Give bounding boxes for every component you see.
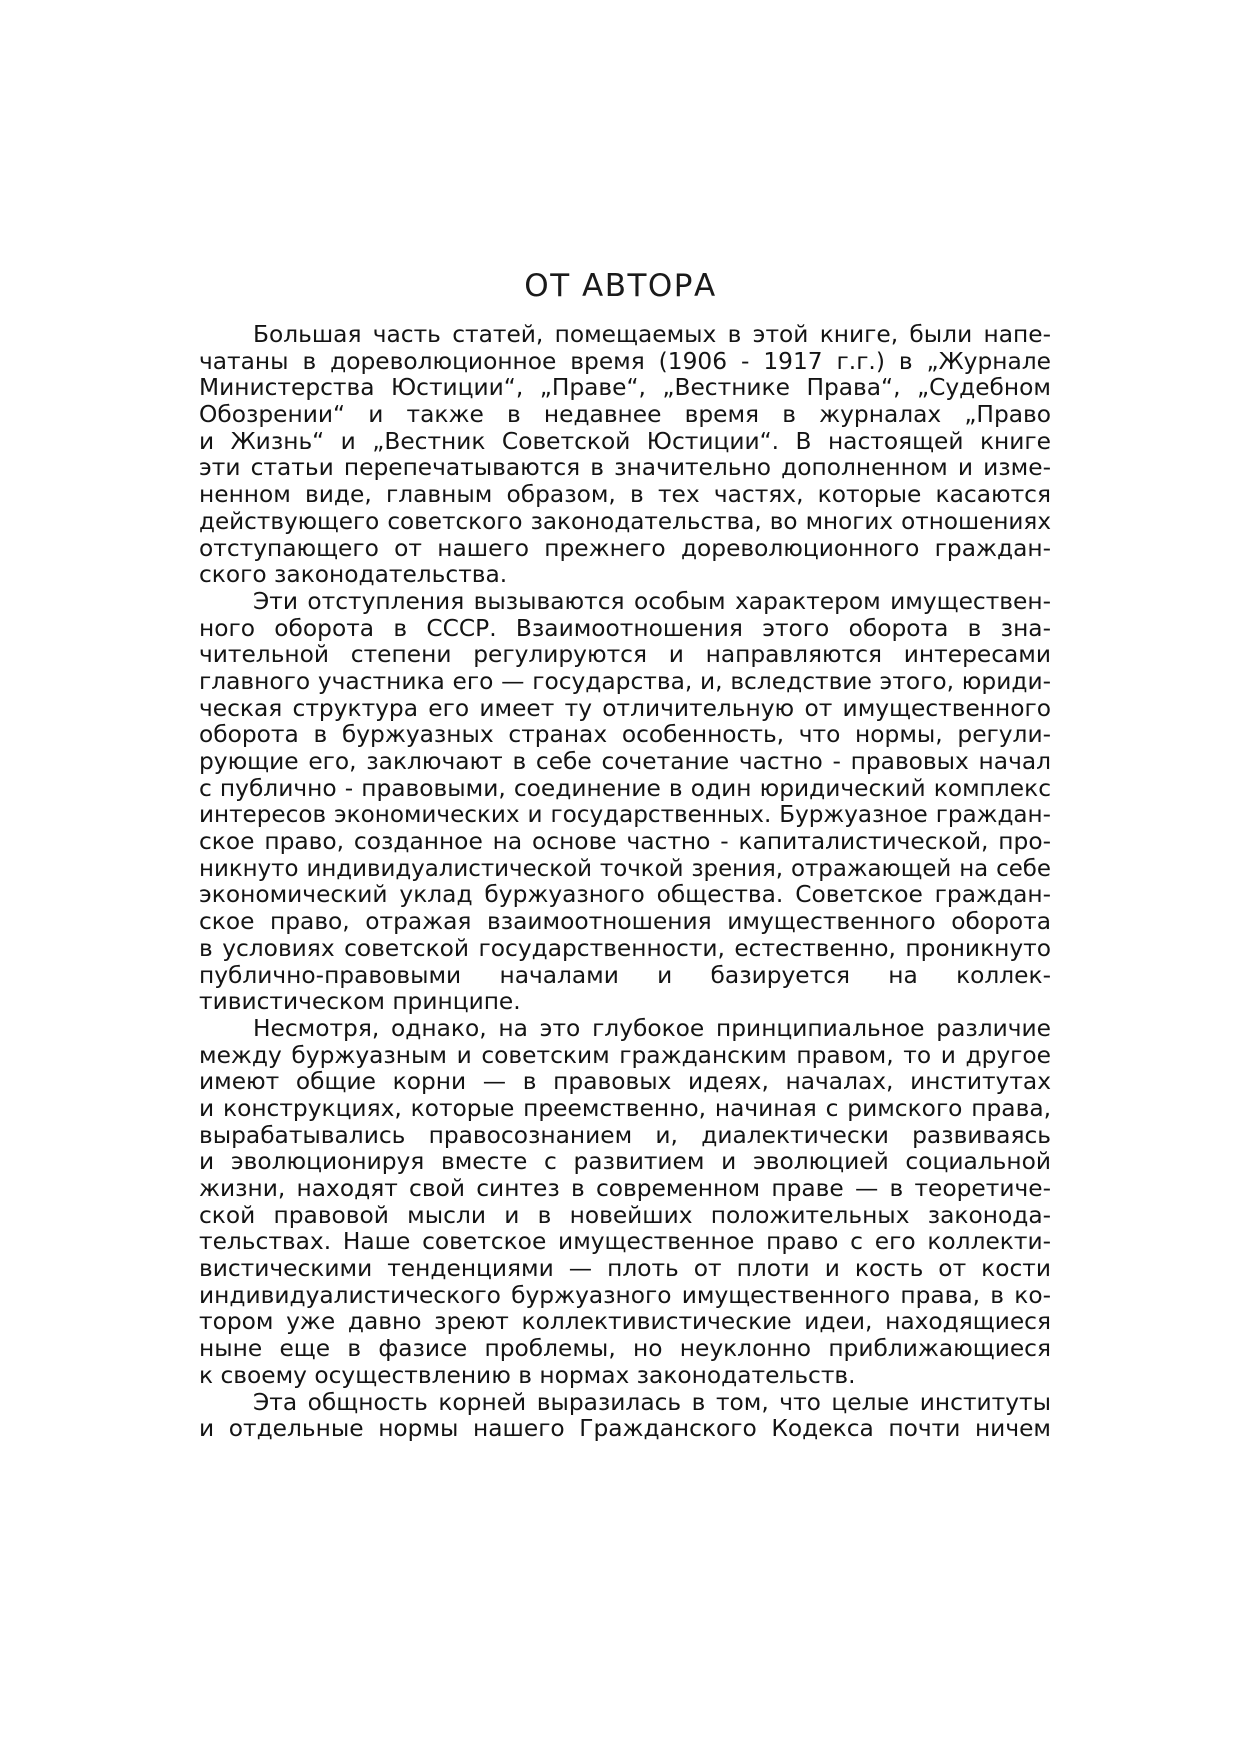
text-line: экономический уклад буржуазного общества. Советское граждан- [199,881,1051,909]
text-line: тивистическом принципе. [199,988,521,1016]
text-line: и отдельные нормы нашего Гражданского Кодекса почти ничем [199,1415,1051,1443]
text-line: интересов экономических и государственных. Буржуазное граждан- [199,802,1051,829]
text-line: Обозрении“ и также в недавнее время в журналах „Право [199,401,1051,429]
text-line: ское право, созданное на основе частно - капиталистической, про- [199,828,1051,856]
text-line: главного участника его — государства, и, вследствие этого, юриди- [199,667,1051,695]
text-line: и Жизнь“ и „Вестник Советской Юстиции“. В настоящей книге [199,427,1051,455]
text-line: ского законодательства. [199,561,508,589]
text-line: ское право, отражая взаимоотношения имущественного оборота [199,908,1051,936]
text-line: Министерства Юстиции“, „Праве“, „Вестнике Права“, „Судебном [199,374,1051,402]
text-line: и конструкциях, которые преемственно, начиная с римского права, [199,1094,1051,1122]
text-line: Эта общность корней выразилась в том, что целые институты [253,1388,1051,1416]
text-line: Большая часть статей, помещаемых в этой книге, были напе- [253,321,1051,348]
page-title: ОТ АВТОРА [524,268,717,304]
text-line: никнуто индивидуалистической точкой зрения, отражающей на себе [199,855,1051,882]
text-line: вистическими тенденциями — плоть от плоти и кость от кости [199,1255,1051,1283]
text-line: вырабатывались правосознанием и, диалектически развиваясь [199,1121,1051,1149]
body-text [199,322,1051,1443]
text-line: ской правовой мысли и в новейших положительных законода- [199,1201,1051,1229]
text-line: между буржуазным и советским гражданским правом, то и другое [199,1041,1051,1069]
text-line: Эти отступления вызываются особым характером имуществен- [253,587,1051,615]
text-line: и эволюционируя вместе с развитием и эволюцией социальной [199,1148,1051,1176]
text-line: с публично - правовыми, соединение в один юридический комплекс [199,774,1051,802]
text-line: ненном виде, главным образом, в тех частях, которые касаются [199,481,1051,509]
text-line: к своему осуществлению в нормах законодательств. [199,1361,856,1389]
text-line: рующие его, заключают в себе сочетание частно - правовых начал [199,748,1051,775]
text-line: тором уже давно зреют коллективистические идеи, находящиеся [199,1308,1051,1336]
text-line: отступающего от нашего прежнего дореволюционного граждан- [199,534,1051,562]
text-line: чительной степени регулируются и направляются интересами [199,641,1051,669]
text-line: оборота в буржуазных странах особенность, что нормы, регули- [199,721,1051,749]
text-line: публично-правовыми началами и базируется на коллек- [199,961,1051,989]
text-line: Несмотря, однако, на это глубокое принципиальное различие [253,1014,1051,1042]
text-line: тельствах. Наше советское имущественное право с его коллекти- [199,1228,1051,1256]
text-line: эти статьи перепечатываются в значительно дополненном и изме- [199,454,1051,482]
text-line: ного оборота в СССР. Взаимоотношения этого оборота в зна- [199,614,1051,642]
text-line: индивидуалистического буржуазного имущественного права, в ко- [199,1281,1051,1309]
text-line: ческая структура его имеет ту отличительную от имущественного [199,694,1051,722]
text-line: действующего советского законодательства, во многих отношениях [199,508,1051,535]
text-line: ныне еще в фазисе проблемы, но неуклонно приближающиеся [199,1335,1051,1363]
text-line: жизни, находят свой синтез в современном праве — в теоретиче- [199,1175,1051,1202]
text-line: чатаны в дореволюционное время (1906 - 1917 г.г.) в „Журнале [199,347,1051,375]
text-line: в условиях советской государственности, естественно, проникнуто [199,934,1051,962]
text-line: имеют общие корни — в правовых идеях, началах, институтах [199,1068,1051,1096]
